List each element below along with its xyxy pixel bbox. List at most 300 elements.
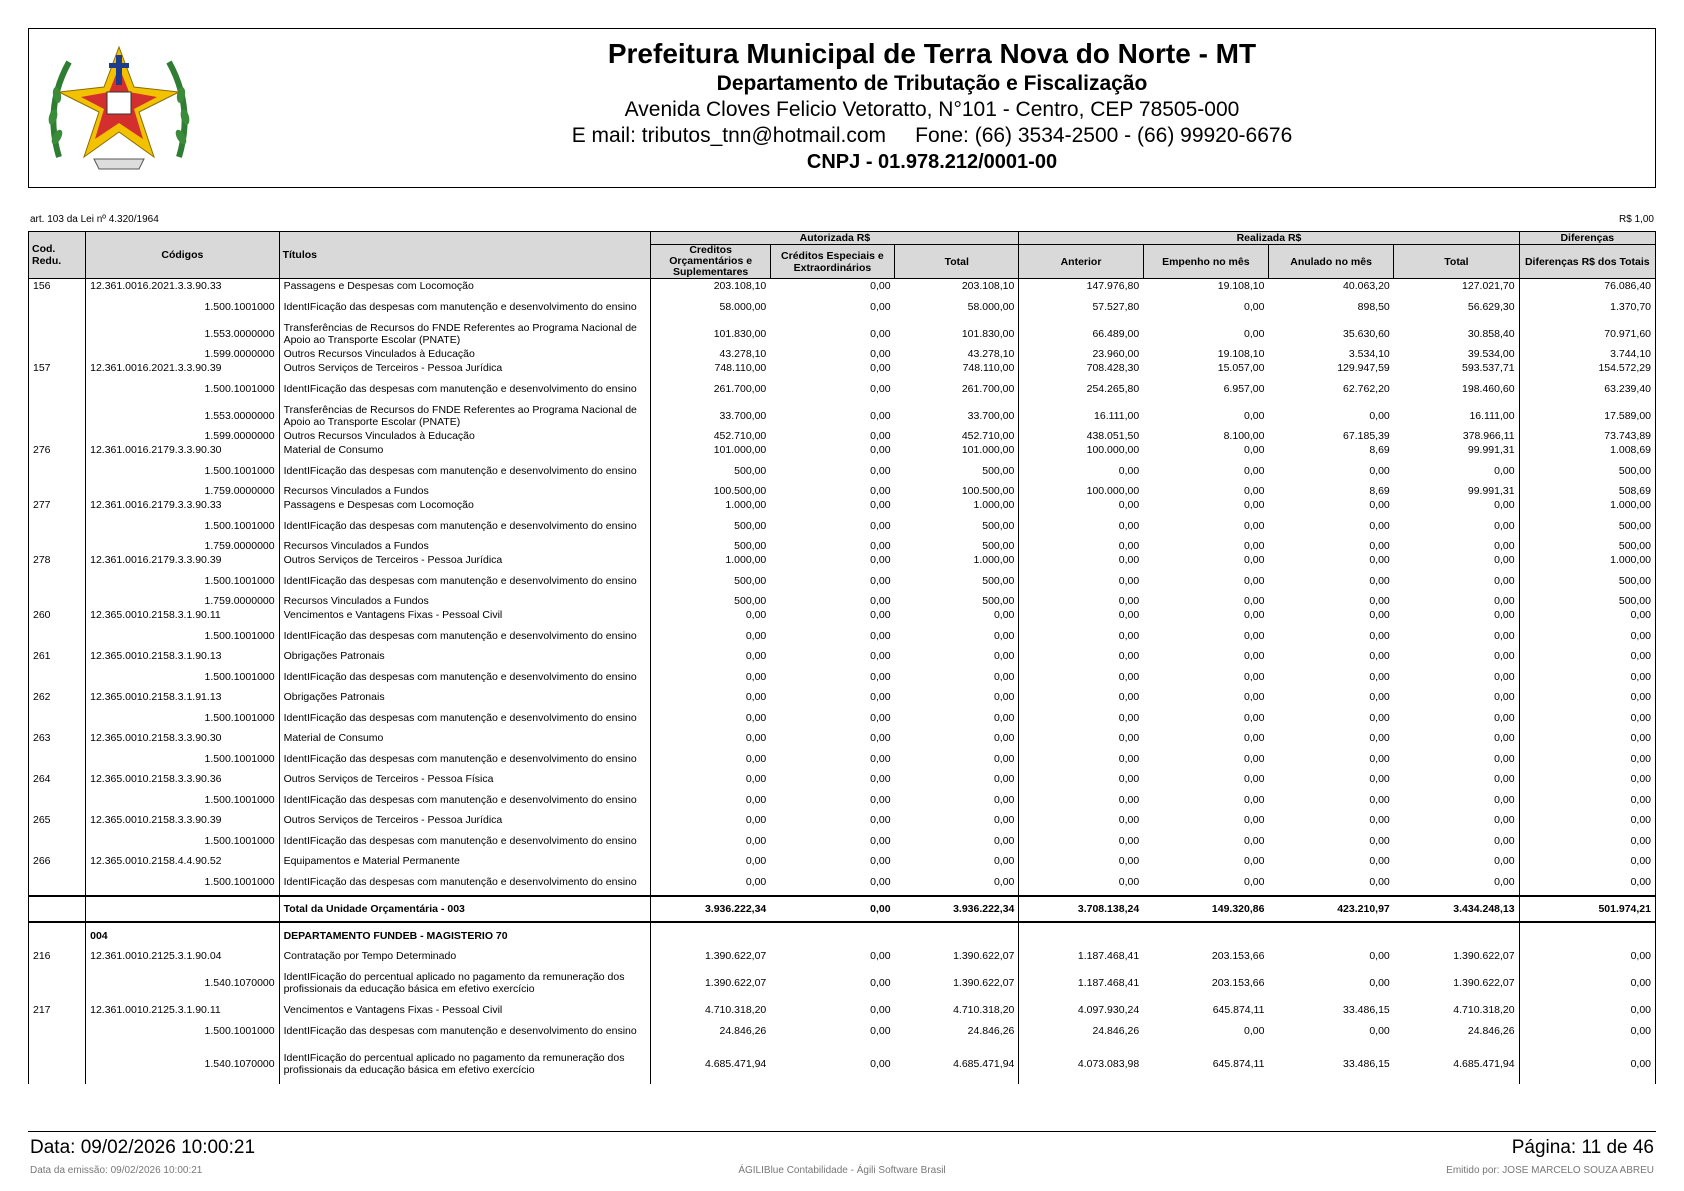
cell-anterior: 438.051,50 [1019, 429, 1143, 443]
cell-diferenca: 0,00 [1519, 868, 1655, 896]
cell-anulado-mes: 0,00 [1369, 814, 1390, 826]
table-row [29, 745, 1656, 772]
cell-diferenca: 0,00 [1519, 772, 1655, 786]
cell-titulo: IdentIFicação das despesas com manutenção e desenvolvimento do ensino [279, 512, 651, 539]
cell-creditos-orcamentarios: 43.278,10 [651, 347, 770, 361]
cell-anterior: 0,00 [1019, 608, 1143, 622]
cell-total-autorizada: 500,00 [982, 540, 1015, 552]
cell-titulo: Equipamentos e Material Permanente [279, 854, 651, 868]
budget-table [28, 231, 1656, 1084]
cell-anulado-mes: 0,00 [1369, 752, 1390, 765]
table-row [29, 731, 1656, 745]
cell-cod-redu [29, 484, 86, 498]
cell-creditos-especiais: 0,00 [870, 382, 891, 395]
cell-anulado-mes: 0,00 [1369, 629, 1390, 642]
cell-diferenca: 500,00 [1519, 457, 1655, 484]
cell-empenho-mes: 0,00 [1244, 300, 1265, 313]
cell-total-realizada: 0,00 [1494, 793, 1515, 806]
cell-total-autorizada: 0,00 [993, 814, 1015, 826]
cell-titulo: Recursos Vinculados a Fundos [279, 594, 651, 608]
cell-diferenca: 63.239,40 [1519, 375, 1655, 402]
report-header [28, 28, 1656, 188]
cell-anterior: 0,00 [1019, 772, 1143, 786]
cell-titulo: Material de Consumo [279, 443, 651, 457]
cell-total-autorizada: 0,00 [993, 773, 1015, 785]
cell-anulado-mes: 423.210,97 [1268, 896, 1393, 922]
cell-diferenca: 0,00 [1519, 745, 1655, 772]
cell-diferenca: 0,00 [1519, 813, 1655, 827]
cell-anterior: 0,00 [1019, 622, 1143, 649]
cell-cod-redu [29, 704, 86, 731]
cell-total-realizada: 0,00 [1494, 773, 1515, 785]
table-row [29, 854, 1656, 868]
cell-creditos-orcamentarios: 4.685.471,94 [651, 1044, 770, 1084]
cell-anterior: 0,00 [1019, 827, 1143, 854]
cell-anulado-mes: 898,50 [1357, 300, 1390, 313]
table-row [29, 649, 1656, 663]
cell-anterior: 4.073.083,98 [1019, 1044, 1143, 1084]
cell-total-realizada: 4.710.318,20 [1453, 1004, 1515, 1016]
cell-empenho-mes: 0,00 [1244, 444, 1265, 456]
cell-anterior: 0,00 [1019, 457, 1143, 484]
table-row [29, 608, 1656, 622]
cell-creditos-especiais: 0,00 [870, 650, 891, 662]
cell-total-autorizada: 24.846,26 [967, 1024, 1015, 1037]
cell-anterior: 100.000,00 [1019, 443, 1143, 457]
cell-titulo: IdentIFicação das despesas com manutenção e desenvolvimento do ensino [279, 375, 651, 402]
cell-titulo: IdentIFicação das despesas com manutenção e desenvolvimento do ensino [279, 868, 651, 896]
cell-diferenca: 0,00 [1519, 649, 1655, 663]
cell-titulo: IdentIFicação das despesas com manutenção e desenvolvimento do ensino [279, 1017, 651, 1044]
table-row [29, 1044, 1656, 1084]
cell-total-autorizada: 0,00 [993, 793, 1015, 806]
cell-total-realizada: 0,00 [1494, 814, 1515, 826]
cell-anterior: 0,00 [1019, 786, 1143, 813]
cell-creditos-especiais: 0,00 [870, 732, 891, 744]
cell-total-autorizada: 0,00 [993, 670, 1015, 683]
cell-codigo: 1.500.1001000 [86, 663, 279, 690]
cell-titulo: Passagens e Despesas com Locomoção [279, 498, 651, 512]
cell-total-autorizada: 261.700,00 [961, 382, 1015, 395]
table-row [29, 512, 1656, 539]
cell-cod-redu [29, 663, 86, 690]
cell-creditos-orcamentarios [651, 922, 770, 949]
cell-diferenca: 1.000,00 [1519, 498, 1655, 512]
cell-titulo: Vencimentos e Vantagens Fixas - Pessoal Civil [279, 1003, 651, 1017]
cell-anterior: 24.846,26 [1019, 1017, 1143, 1044]
cell-anulado-mes: 67.185,39 [1343, 430, 1390, 442]
cell-anulado-mes: 33.486,15 [1343, 1004, 1390, 1016]
col-header-titulos: Títulos [279, 232, 651, 279]
cell-total-autorizada: 0,00 [993, 711, 1015, 724]
cell-anterior: 0,00 [1019, 498, 1143, 512]
cell-anterior: 1.187.468,41 [1019, 963, 1143, 1003]
cell-total-realizada: 39.534,00 [1467, 348, 1515, 360]
cell-cod-redu [29, 567, 86, 594]
cell-creditos-orcamentarios: 1.000,00 [651, 553, 770, 567]
cell-anterior: 4.097.930,24 [1019, 1003, 1143, 1017]
cell-creditos-orcamentarios: 0,00 [651, 827, 770, 854]
cell-titulo: Transferências de Recursos do FNDE Referentes ao Programa Nacional de Apoio ao Transporte Escolar (PNATE) [279, 402, 651, 429]
cell-empenho-mes: 203.153,66 [1211, 977, 1265, 989]
cell-creditos-orcamentarios: 0,00 [651, 854, 770, 868]
cell-diferenca: 0,00 [1519, 663, 1655, 690]
cell-creditos-orcamentarios: 500,00 [651, 512, 770, 539]
cell-anulado-mes: 0,00 [1369, 409, 1390, 422]
cell-creditos-orcamentarios: 0,00 [651, 772, 770, 786]
cell-anulado-mes: 129.947,59 [1337, 362, 1390, 374]
cell-total-realizada: 0,00 [1494, 711, 1515, 724]
cell-empenho-mes: 0,00 [1244, 650, 1265, 662]
table-row [29, 963, 1656, 1003]
cell-empenho-mes: 0,00 [1244, 752, 1265, 765]
cell-total-autorizada: 0,00 [993, 732, 1015, 744]
cell-diferenca: 0,00 [1519, 731, 1655, 745]
cell-anterior: 0,00 [1019, 813, 1143, 827]
cell-empenho-mes: 0,00 [1244, 485, 1265, 497]
cell-codigo: 12.361.0016.2021.3.3.90.33 [86, 279, 279, 294]
cell-diferenca: 0,00 [1519, 704, 1655, 731]
table-row [29, 567, 1656, 594]
cell-creditos-especiais: 0,00 [870, 691, 891, 703]
cell-creditos-especiais: 0,00 [870, 327, 891, 340]
cell-creditos-especiais: 0,00 [870, 834, 891, 847]
cell-creditos-especiais: 0,00 [870, 348, 891, 360]
cell-diferenca: 0,00 [1519, 1044, 1655, 1084]
table-row [29, 772, 1656, 786]
cell-empenho-mes: 645.874,11 [1212, 1004, 1265, 1016]
cell-total-realizada: 1.390.622,07 [1453, 977, 1515, 989]
cell-total-realizada: 0,00 [1494, 875, 1515, 888]
cell-cod-redu [29, 622, 86, 649]
table-row [29, 786, 1656, 813]
cell-codigo: 1.759.0000000 [86, 594, 279, 608]
cell-codigo: 12.365.0010.2158.3.3.90.36 [86, 772, 279, 786]
cell-anterior: 0,00 [1019, 512, 1143, 539]
cell-total-realizada: 127.021,70 [1462, 280, 1515, 292]
cell-diferenca [1519, 922, 1655, 949]
cell-anulado-mes: 0,00 [1369, 732, 1390, 744]
cell-total-realizada: 1.390.622,07 [1453, 950, 1515, 962]
cell-creditos-especiais: 0,00 [870, 430, 891, 442]
table-row [29, 553, 1656, 567]
cell-diferenca: 17.589,00 [1519, 402, 1655, 429]
cell-empenho-mes: 0,00 [1244, 670, 1265, 683]
cell-anterior: 57.527,80 [1019, 293, 1143, 320]
cell-cod-redu [29, 429, 86, 443]
cell-total-autorizada: 203.108,10 [961, 280, 1015, 292]
cell-total-autorizada: 1.000,00 [973, 554, 1015, 566]
cell-codigo: 12.361.0016.2179.3.3.90.30 [86, 443, 279, 457]
cell-anterior: 254.265,80 [1019, 375, 1143, 402]
cell-creditos-especiais [770, 922, 894, 949]
cell-titulo: Outros Serviços de Terceiros - Pessoa Jurídica [279, 361, 651, 375]
cell-diferenca: 508,69 [1519, 484, 1655, 498]
cell-codigo: 1.759.0000000 [86, 484, 279, 498]
table-row [29, 594, 1656, 608]
cell-diferenca: 0,00 [1519, 608, 1655, 622]
cell-total-autorizada: 43.278,10 [967, 348, 1015, 360]
cell-empenho-mes: 0,00 [1244, 519, 1265, 532]
cell-anulado-mes: 62.762,20 [1343, 382, 1390, 395]
table-row [29, 704, 1656, 731]
emission-date: Data da emissão: 09/02/2026 10:00:21 [30, 1165, 203, 1176]
cell-titulo: IdentIFicação das despesas com manutenção e desenvolvimento do ensino [279, 567, 651, 594]
cell-cod-redu: 264 [29, 772, 86, 786]
law-reference: art. 103 da Lei nº 4.320/1964 [30, 214, 159, 225]
table-row [29, 827, 1656, 854]
cell-anulado-mes: 0,00 [1369, 540, 1390, 552]
cell-empenho-mes: 6.957,00 [1223, 382, 1265, 395]
cell-creditos-orcamentarios: 100.500,00 [651, 484, 770, 498]
cell-total-realizada: 16.111,00 [1469, 409, 1515, 422]
cell-anulado-mes: 0,00 [1369, 691, 1390, 703]
cell-anulado-mes: 8,69 [1369, 444, 1390, 456]
cell-creditos-especiais: 0,00 [870, 444, 891, 456]
cell-total-autorizada [895, 922, 1019, 949]
col-header-creditos-especiais: Créditos Especiais e Extraordinários [770, 245, 894, 279]
issued-by: Emitido por: JOSE MARCELO SOUZA ABREU [1446, 1165, 1654, 1176]
cell-titulo: Recursos Vinculados a Fundos [279, 484, 651, 498]
cell-empenho-mes: 0,00 [1244, 855, 1265, 867]
cell-diferenca: 0,00 [1519, 690, 1655, 704]
cell-codigo: 12.365.0010.2158.3.1.90.13 [86, 649, 279, 663]
col-header-anulado: Anulado no mês [1268, 245, 1393, 279]
cell-empenho-mes: 0,00 [1244, 629, 1265, 642]
cell-cod-redu [29, 868, 86, 896]
cell-empenho-mes: 0,00 [1244, 732, 1265, 744]
cell-diferenca: 0,00 [1519, 963, 1655, 1003]
cell-diferenca: 0,00 [1519, 1017, 1655, 1044]
cell-creditos-orcamentarios: 101.000,00 [651, 443, 770, 457]
cell-codigo: 12.365.0010.2158.3.1.91.13 [86, 690, 279, 704]
cell-titulo: Recursos Vinculados a Fundos [279, 539, 651, 553]
cell-diferenca: 0,00 [1519, 854, 1655, 868]
cell-creditos-especiais: 0,00 [870, 554, 891, 566]
cell-cod-redu [29, 1044, 86, 1084]
cell-titulo: Obrigações Patronais [279, 649, 651, 663]
cell-creditos-especiais: 0,00 [870, 499, 891, 511]
cell-codigo: 12.361.0010.2125.3.1.90.04 [86, 949, 279, 963]
col-header-diferencas-totais: Diferenças R$ dos Totais [1519, 245, 1655, 279]
cell-diferenca: 500,00 [1519, 512, 1655, 539]
cell-creditos-orcamentarios: 1.390.622,07 [651, 949, 770, 963]
cell-anulado-mes: 0,00 [1369, 670, 1390, 683]
cell-titulo: Passagens e Despesas com Locomoção [279, 279, 651, 294]
cell-anulado-mes: 0,00 [1369, 554, 1390, 566]
cell-anulado-mes: 0,00 [1369, 609, 1390, 621]
cell-creditos-orcamentarios: 748.110,00 [651, 361, 770, 375]
cell-creditos-especiais: 0,00 [870, 300, 891, 313]
cell-titulo: Outros Serviços de Terceiros - Pessoa Jurídica [279, 813, 651, 827]
cell-creditos-especiais: 0,00 [870, 855, 891, 867]
cell-anterior: 66.489,00 [1019, 320, 1143, 347]
cell-creditos-orcamentarios: 0,00 [651, 690, 770, 704]
cell-titulo: IdentIFicação das despesas com manutenção e desenvolvimento do ensino [279, 745, 651, 772]
cell-codigo: 1.500.1001000 [86, 868, 279, 896]
cell-titulo: IdentIFicação do percentual aplicado no pagamento da remuneração dos profissionais da educação básica em efetivo exercício [279, 963, 651, 1003]
cell-titulo: IdentIFicação das despesas com manutenção e desenvolvimento do ensino [279, 663, 651, 690]
cell-empenho-mes: 0,00 [1244, 1024, 1265, 1037]
cell-total-autorizada: 0,00 [993, 752, 1015, 765]
cell-titulo: Vencimentos e Vantagens Fixas - Pessoal Civil [279, 608, 651, 622]
cell-total-autorizada: 0,00 [993, 629, 1015, 642]
cell-total-realizada: 0,00 [1494, 574, 1515, 587]
cell-codigo: 1.500.1001000 [86, 567, 279, 594]
cell-creditos-orcamentarios: 500,00 [651, 594, 770, 608]
cell-total-realizada: 30.858,40 [1467, 327, 1515, 340]
cell-codigo: 12.365.0010.2158.3.1.90.11 [86, 608, 279, 622]
cell-codigo: 1.500.1001000 [86, 293, 279, 320]
cell-diferenca: 0,00 [1519, 622, 1655, 649]
cell-titulo: IdentIFicação das despesas com manutenção e desenvolvimento do ensino [279, 786, 651, 813]
budget-table-body [29, 279, 1656, 1085]
cell-anulado-mes: 3.534,10 [1348, 348, 1390, 360]
cell-diferenca: 0,00 [1519, 786, 1655, 813]
cell-creditos-orcamentarios: 0,00 [651, 745, 770, 772]
cell-anulado-mes [1268, 922, 1393, 949]
cell-creditos-especiais: 0,00 [870, 670, 891, 683]
cell-titulo: Transferências de Recursos do FNDE Referentes ao Programa Nacional de Apoio ao Transporte Escolar (PNATE) [279, 320, 651, 347]
cell-total-realizada: 24.846,26 [1467, 1024, 1515, 1037]
cell-codigo: 1.553.0000000 [86, 402, 279, 429]
cell-empenho-mes: 19.108,10 [1217, 348, 1265, 360]
cell-anterior: 0,00 [1019, 854, 1143, 868]
cell-creditos-especiais: 0,00 [870, 609, 891, 621]
cell-anulado-mes: 0,00 [1369, 464, 1390, 477]
cell-total-autorizada: 4.710.318,20 [953, 1004, 1015, 1016]
col-header-codigos: Códigos [86, 232, 279, 279]
cell-codigo: 1.500.1001000 [86, 512, 279, 539]
cell-total-autorizada: 0,00 [993, 855, 1015, 867]
cell-anterior: 0,00 [1019, 539, 1143, 553]
cell-creditos-especiais: 0,00 [870, 793, 891, 806]
cell-creditos-orcamentarios: 4.710.318,20 [651, 1003, 770, 1017]
cell-total-realizada: 99.991,31 [1467, 444, 1515, 456]
cell-total-realizada [1394, 922, 1519, 949]
cell-empenho-mes: 15.057,00 [1217, 362, 1265, 374]
cell-creditos-especiais: 0,00 [870, 814, 891, 826]
cell-cod-redu [29, 922, 86, 949]
group-header-autorizada: Autorizada R$ [651, 232, 1019, 245]
table-row [29, 375, 1656, 402]
cell-total-autorizada: 0,00 [993, 650, 1015, 662]
cell-codigo: 1.500.1001000 [86, 375, 279, 402]
cell-diferenca: 0,00 [1519, 827, 1655, 854]
cell-creditos-orcamentarios: 33.700,00 [651, 402, 770, 429]
cell-total-realizada: 0,00 [1494, 691, 1515, 703]
cell-diferenca: 70.971,60 [1519, 320, 1655, 347]
cell-cod-redu [29, 594, 86, 608]
cell-diferenca: 500,00 [1519, 539, 1655, 553]
cell-titulo: DEPARTAMENTO FUNDEB - MAGISTERIO 70 [279, 922, 651, 949]
cell-cod-redu [29, 1017, 86, 1044]
cell-creditos-orcamentarios: 0,00 [651, 663, 770, 690]
cell-creditos-orcamentarios: 0,00 [651, 813, 770, 827]
cell-total-autorizada: 101.830,00 [961, 327, 1015, 340]
cell-total-autorizada: 33.700,00 [967, 409, 1015, 422]
table-row [29, 868, 1656, 896]
cell-empenho-mes: 645.874,11 [1212, 1058, 1265, 1070]
cell-empenho-mes: 0,00 [1244, 595, 1265, 607]
cell-total-realizada: 0,00 [1494, 554, 1515, 566]
cell-total-autorizada: 500,00 [982, 574, 1015, 587]
cell-codigo: 1.500.1001000 [86, 745, 279, 772]
cell-anterior: 708.428,30 [1019, 361, 1143, 375]
table-row [29, 690, 1656, 704]
cell-empenho-mes [1143, 922, 1268, 949]
cell-diferenca: 0,00 [1519, 1003, 1655, 1017]
cell-anterior: 23.960,00 [1019, 347, 1143, 361]
cell-total-autorizada: 1.000,00 [973, 499, 1015, 511]
cell-creditos-especiais: 0,00 [870, 950, 891, 962]
cell-cod-redu [29, 457, 86, 484]
cell-titulo: IdentIFicação das despesas com manutenção e desenvolvimento do ensino [279, 293, 651, 320]
cell-anulado-mes: 33.486,15 [1343, 1058, 1390, 1070]
cell-creditos-orcamentarios: 203.108,10 [651, 279, 770, 294]
table-row [29, 320, 1656, 347]
cnpj: CNPJ - 01.978.212/0001-00 [806, 151, 1058, 173]
cell-anulado-mes: 0,00 [1369, 950, 1390, 962]
cell-anterior: 0,00 [1019, 594, 1143, 608]
cell-creditos-especiais: 0,00 [770, 896, 894, 922]
cell-anulado-mes: 0,00 [1369, 855, 1390, 867]
cell-codigo: 1.553.0000000 [86, 320, 279, 347]
cell-anterior [1019, 922, 1143, 949]
cell-titulo: Total da Unidade Orçamentária - 003 [279, 896, 651, 922]
cell-creditos-especiais: 0,00 [870, 875, 891, 888]
cell-cod-redu: 261 [29, 649, 86, 663]
cell-creditos-especiais: 0,00 [870, 773, 891, 785]
cell-creditos-especiais: 0,00 [870, 1058, 891, 1070]
cell-total-realizada: 0,00 [1494, 855, 1515, 867]
cell-creditos-orcamentarios: 261.700,00 [651, 375, 770, 402]
cell-cod-redu: 260 [29, 608, 86, 622]
cell-creditos-orcamentarios: 0,00 [651, 731, 770, 745]
cell-cod-redu: 276 [29, 443, 86, 457]
cell-cod-redu: 157 [29, 361, 86, 375]
cell-cod-redu: 278 [29, 553, 86, 567]
cell-creditos-orcamentarios: 0,00 [651, 608, 770, 622]
cell-titulo: Obrigações Patronais [279, 690, 651, 704]
cell-cod-redu: 265 [29, 813, 86, 827]
cell-creditos-especiais: 0,00 [870, 519, 891, 532]
cell-empenho-mes: 0,00 [1244, 327, 1265, 340]
cell-creditos-orcamentarios: 1.390.622,07 [651, 963, 770, 1003]
currency-unit: R$ 1,00 [1618, 214, 1654, 225]
col-header-cod: Cod. Redu. [29, 232, 86, 279]
cell-creditos-especiais: 0,00 [870, 752, 891, 765]
cell-total-autorizada: 100.500,00 [961, 485, 1015, 497]
cell-total-realizada: 0,00 [1494, 650, 1515, 662]
cell-cod-redu: 277 [29, 498, 86, 512]
cell-codigo: 1.500.1001000 [86, 786, 279, 813]
cell-titulo: Material de Consumo [279, 731, 651, 745]
cell-codigo: 12.361.0016.2021.3.3.90.39 [86, 361, 279, 375]
cell-cod-redu [29, 896, 86, 922]
cell-cod-redu: 263 [29, 731, 86, 745]
cell-total-realizada: 0,00 [1494, 464, 1515, 477]
cell-total-realizada: 4.685.471,94 [1453, 1058, 1515, 1070]
table-row [29, 539, 1656, 553]
table-row [29, 279, 1656, 294]
cell-total-autorizada: 452.710,00 [961, 430, 1015, 442]
cell-empenho-mes: 0,00 [1244, 540, 1265, 552]
cell-cod-redu [29, 375, 86, 402]
cell-anterior: 0,00 [1019, 553, 1143, 567]
cell-codigo [86, 896, 279, 922]
cell-codigo: 1.500.1001000 [86, 827, 279, 854]
